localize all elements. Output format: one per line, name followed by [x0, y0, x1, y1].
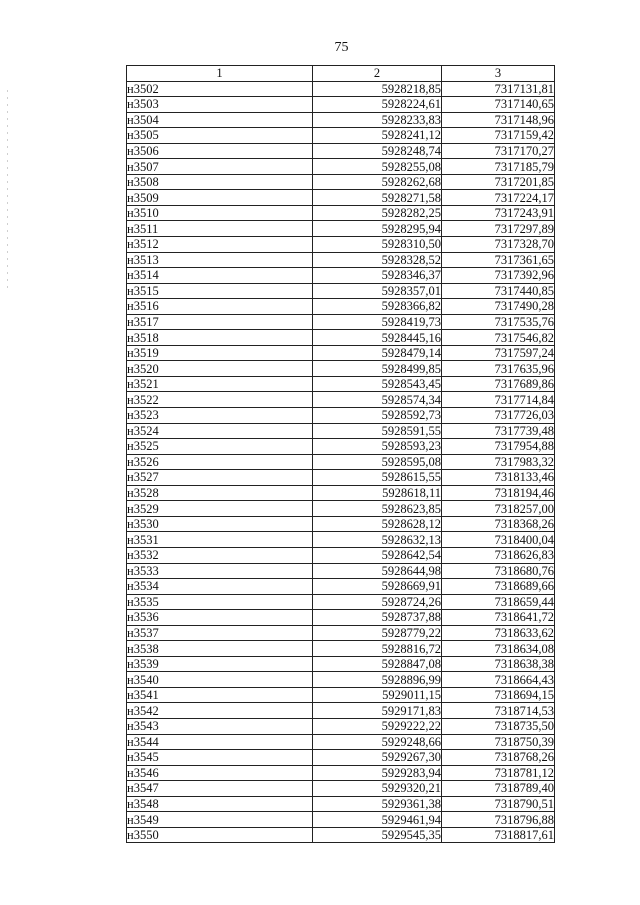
table-row	[127, 283, 555, 299]
table-row	[127, 361, 555, 377]
table-row	[127, 672, 555, 688]
y-coordinate-cell: 7318659,44	[442, 594, 555, 610]
point-id-cell: н3502	[127, 81, 313, 97]
point-id-cell: н3516	[127, 299, 313, 315]
point-id-cell: н3547	[127, 781, 313, 797]
table-row	[127, 687, 555, 703]
point-id-cell: н3538	[127, 641, 313, 657]
table-row	[127, 237, 555, 253]
table-row	[127, 299, 555, 315]
point-id-cell: н3521	[127, 376, 313, 392]
point-id-cell: н3522	[127, 392, 313, 408]
y-coordinate-cell: 7318634,08	[442, 641, 555, 657]
point-id-cell: н3529	[127, 501, 313, 517]
table-row	[127, 97, 555, 113]
point-id-cell: н3520	[127, 361, 313, 377]
point-id-cell: н3512	[127, 237, 313, 253]
point-id-cell: н3511	[127, 221, 313, 237]
y-coordinate-cell: 7317185,79	[442, 159, 555, 175]
table-row	[127, 439, 555, 455]
y-coordinate-cell: 7317201,85	[442, 174, 555, 190]
point-id-cell: н3543	[127, 718, 313, 734]
point-id-cell: н3515	[127, 283, 313, 299]
x-coordinate-cell: 5928255,08	[313, 159, 442, 175]
y-coordinate-cell: 7317535,76	[442, 314, 555, 330]
x-coordinate-cell: 5928310,50	[313, 237, 442, 253]
point-id-cell: н3507	[127, 159, 313, 175]
y-coordinate-cell: 7317490,28	[442, 299, 555, 315]
x-coordinate-cell: 5928644,98	[313, 563, 442, 579]
y-coordinate-cell: 7318694,15	[442, 687, 555, 703]
x-coordinate-cell: 5928669,91	[313, 579, 442, 595]
y-coordinate-cell: 7318817,61	[442, 827, 555, 843]
point-id-cell: н3540	[127, 672, 313, 688]
y-coordinate-cell: 7317297,89	[442, 221, 555, 237]
table-row	[127, 594, 555, 610]
table-row	[127, 703, 555, 719]
y-coordinate-cell: 7318714,53	[442, 703, 555, 719]
table-row	[127, 392, 555, 408]
y-coordinate-cell: 7318641,72	[442, 610, 555, 626]
point-id-cell: н3542	[127, 703, 313, 719]
point-id-cell: н3526	[127, 454, 313, 470]
x-coordinate-cell: 5928346,37	[313, 268, 442, 284]
y-coordinate-cell: 7318626,83	[442, 547, 555, 563]
y-coordinate-cell: 7318638,38	[442, 656, 555, 672]
header-col-3: 3	[442, 66, 555, 82]
y-coordinate-cell: 7317243,91	[442, 205, 555, 221]
point-id-cell: н3519	[127, 345, 313, 361]
point-id-cell: н3508	[127, 174, 313, 190]
point-id-cell: н3528	[127, 485, 313, 501]
x-coordinate-cell: 5928233,83	[313, 112, 442, 128]
x-coordinate-cell: 5928737,88	[313, 610, 442, 626]
table-row	[127, 128, 555, 144]
x-coordinate-cell: 5928595,08	[313, 454, 442, 470]
y-coordinate-cell: 7318796,88	[442, 812, 555, 828]
point-id-cell: н3531	[127, 532, 313, 548]
x-coordinate-cell: 5928271,58	[313, 190, 442, 206]
table-row	[127, 268, 555, 284]
x-coordinate-cell: 5929222,22	[313, 718, 442, 734]
y-coordinate-cell: 7317714,84	[442, 392, 555, 408]
table-row	[127, 827, 555, 843]
table-row	[127, 781, 555, 797]
table-row	[127, 221, 555, 237]
y-coordinate-cell: 7317635,96	[442, 361, 555, 377]
x-coordinate-cell: 5928499,85	[313, 361, 442, 377]
x-coordinate-cell: 5929283,94	[313, 765, 442, 781]
point-id-cell: н3503	[127, 97, 313, 113]
point-id-cell: н3525	[127, 439, 313, 455]
x-coordinate-cell: 5928724,26	[313, 594, 442, 610]
table-row	[127, 112, 555, 128]
x-coordinate-cell: 5928574,34	[313, 392, 442, 408]
y-coordinate-cell: 7318680,76	[442, 563, 555, 579]
x-coordinate-cell: 5928445,16	[313, 330, 442, 346]
point-id-cell: н3537	[127, 625, 313, 641]
point-id-cell: н3550	[127, 827, 313, 843]
x-coordinate-cell: 5929361,38	[313, 796, 442, 812]
y-coordinate-cell: 7318735,50	[442, 718, 555, 734]
y-coordinate-cell: 7318768,26	[442, 750, 555, 766]
table-row	[127, 610, 555, 626]
x-coordinate-cell: 5928357,01	[313, 283, 442, 299]
point-id-cell: н3514	[127, 268, 313, 284]
table-header	[127, 66, 555, 82]
x-coordinate-cell: 5929248,66	[313, 734, 442, 750]
table-row	[127, 750, 555, 766]
y-coordinate-cell: 7318781,12	[442, 765, 555, 781]
x-coordinate-cell: 5928543,45	[313, 376, 442, 392]
point-id-cell: н3549	[127, 812, 313, 828]
table-row	[127, 579, 555, 595]
y-coordinate-cell: 7317440,85	[442, 283, 555, 299]
table-row	[127, 81, 555, 97]
x-coordinate-cell: 5928591,55	[313, 423, 442, 439]
table-row	[127, 547, 555, 563]
coordinates-table	[126, 65, 555, 843]
x-coordinate-cell: 5928618,11	[313, 485, 442, 501]
y-coordinate-cell: 7318194,46	[442, 485, 555, 501]
table-row	[127, 516, 555, 532]
y-coordinate-cell: 7318664,43	[442, 672, 555, 688]
table-row	[127, 796, 555, 812]
table-body	[127, 81, 555, 843]
table-row	[127, 423, 555, 439]
table-row	[127, 252, 555, 268]
point-id-cell: н3530	[127, 516, 313, 532]
point-id-cell: н3506	[127, 143, 313, 159]
x-coordinate-cell: 5929545,35	[313, 827, 442, 843]
x-coordinate-cell: 5929011,15	[313, 687, 442, 703]
header-col-1: 1	[127, 66, 313, 82]
table-row	[127, 501, 555, 517]
header-col-2: 2	[313, 66, 442, 82]
y-coordinate-cell: 7318368,26	[442, 516, 555, 532]
x-coordinate-cell: 5928593,23	[313, 439, 442, 455]
y-coordinate-cell: 7318133,46	[442, 470, 555, 486]
y-coordinate-cell: 7317689,86	[442, 376, 555, 392]
point-id-cell: н3532	[127, 547, 313, 563]
table-row	[127, 376, 555, 392]
table-row	[127, 625, 555, 641]
x-coordinate-cell: 5928779,22	[313, 625, 442, 641]
y-coordinate-cell: 7318750,39	[442, 734, 555, 750]
y-coordinate-cell: 7317954,88	[442, 439, 555, 455]
point-id-cell: н3533	[127, 563, 313, 579]
x-coordinate-cell: 5928847,08	[313, 656, 442, 672]
y-coordinate-cell: 7318400,04	[442, 532, 555, 548]
x-coordinate-cell: 5928419,73	[313, 314, 442, 330]
table-row	[127, 190, 555, 206]
x-coordinate-cell: 5928592,73	[313, 408, 442, 424]
x-coordinate-cell: 5928282,25	[313, 205, 442, 221]
x-coordinate-cell: 5929320,21	[313, 781, 442, 797]
point-id-cell: н3535	[127, 594, 313, 610]
y-coordinate-cell: 7317597,24	[442, 345, 555, 361]
point-id-cell: н3517	[127, 314, 313, 330]
y-coordinate-cell: 7318790,51	[442, 796, 555, 812]
header-row	[127, 66, 555, 82]
table-row	[127, 454, 555, 470]
y-coordinate-cell: 7318789,40	[442, 781, 555, 797]
point-id-cell: н3524	[127, 423, 313, 439]
y-coordinate-cell: 7318689,66	[442, 579, 555, 595]
x-coordinate-cell: 5928642,54	[313, 547, 442, 563]
y-coordinate-cell: 7317983,32	[442, 454, 555, 470]
y-coordinate-cell: 7317159,42	[442, 128, 555, 144]
x-coordinate-cell: 5929461,94	[313, 812, 442, 828]
x-coordinate-cell: 5928896,99	[313, 672, 442, 688]
x-coordinate-cell: 5928615,55	[313, 470, 442, 486]
y-coordinate-cell: 7317131,81	[442, 81, 555, 97]
table-row	[127, 314, 555, 330]
table-row	[127, 174, 555, 190]
table-row	[127, 532, 555, 548]
x-coordinate-cell: 5928366,82	[313, 299, 442, 315]
x-coordinate-cell: 5928248,74	[313, 143, 442, 159]
point-id-cell: н3539	[127, 656, 313, 672]
x-coordinate-cell: 5928632,13	[313, 532, 442, 548]
x-coordinate-cell: 5928295,94	[313, 221, 442, 237]
point-id-cell: н3546	[127, 765, 313, 781]
y-coordinate-cell: 7318633,62	[442, 625, 555, 641]
point-id-cell: н3523	[127, 408, 313, 424]
page-number: 75	[334, 40, 349, 55]
table-row	[127, 159, 555, 175]
y-coordinate-cell: 7317726,03	[442, 408, 555, 424]
point-id-cell: н3505	[127, 128, 313, 144]
x-coordinate-cell: 5928816,72	[313, 641, 442, 657]
x-coordinate-cell: 5928241,12	[313, 128, 442, 144]
table-row	[127, 765, 555, 781]
point-id-cell: н3518	[127, 330, 313, 346]
table-row	[127, 205, 555, 221]
y-coordinate-cell: 7317224,17	[442, 190, 555, 206]
y-coordinate-cell: 7318257,00	[442, 501, 555, 517]
point-id-cell: н3545	[127, 750, 313, 766]
x-coordinate-cell: 5928218,85	[313, 81, 442, 97]
table-row	[127, 718, 555, 734]
x-coordinate-cell: 5928262,68	[313, 174, 442, 190]
point-id-cell: н3513	[127, 252, 313, 268]
table-row	[127, 330, 555, 346]
point-id-cell: н3534	[127, 579, 313, 595]
table-row	[127, 641, 555, 657]
y-coordinate-cell: 7317140,65	[442, 97, 555, 113]
y-coordinate-cell: 7317170,27	[442, 143, 555, 159]
scan-margin-mark	[7, 90, 8, 290]
table-row	[127, 408, 555, 424]
y-coordinate-cell: 7317148,96	[442, 112, 555, 128]
table-row	[127, 345, 555, 361]
point-id-cell: н3544	[127, 734, 313, 750]
x-coordinate-cell: 5928328,52	[313, 252, 442, 268]
y-coordinate-cell: 7317361,65	[442, 252, 555, 268]
point-id-cell: н3527	[127, 470, 313, 486]
table-row	[127, 563, 555, 579]
table-row	[127, 734, 555, 750]
y-coordinate-cell: 7317392,96	[442, 268, 555, 284]
x-coordinate-cell: 5928628,12	[313, 516, 442, 532]
point-id-cell: н3548	[127, 796, 313, 812]
table-row	[127, 656, 555, 672]
table-row	[127, 143, 555, 159]
y-coordinate-cell: 7317328,70	[442, 237, 555, 253]
x-coordinate-cell: 5928623,85	[313, 501, 442, 517]
y-coordinate-cell: 7317739,48	[442, 423, 555, 439]
x-coordinate-cell: 5929171,83	[313, 703, 442, 719]
x-coordinate-cell: 5928479,14	[313, 345, 442, 361]
point-id-cell: н3509	[127, 190, 313, 206]
table-row	[127, 485, 555, 501]
table-row	[127, 812, 555, 828]
point-id-cell: н3536	[127, 610, 313, 626]
table-row	[127, 470, 555, 486]
point-id-cell: н3504	[127, 112, 313, 128]
x-coordinate-cell: 5929267,30	[313, 750, 442, 766]
x-coordinate-cell: 5928224,61	[313, 97, 442, 113]
y-coordinate-cell: 7317546,82	[442, 330, 555, 346]
point-id-cell: н3541	[127, 687, 313, 703]
point-id-cell: н3510	[127, 205, 313, 221]
